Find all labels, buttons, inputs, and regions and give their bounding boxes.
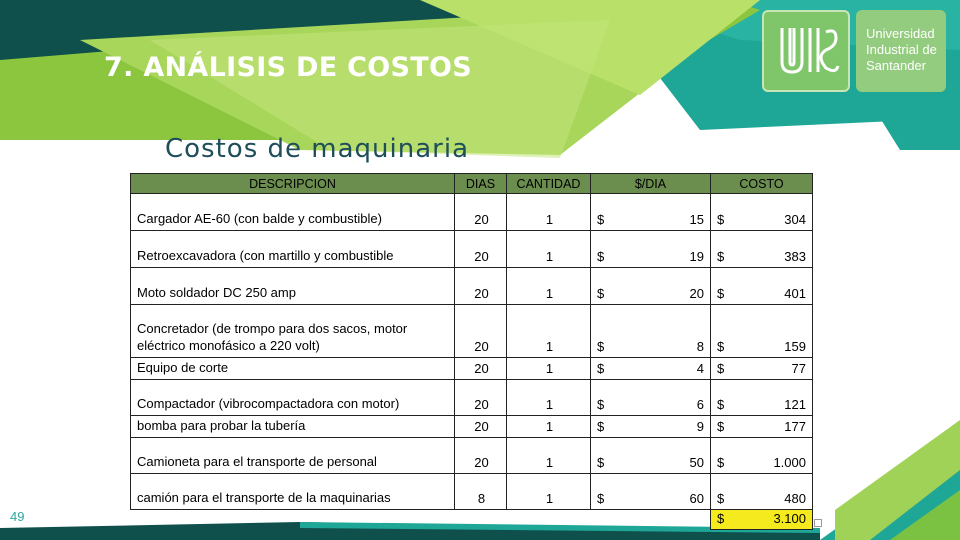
currency-sign: $ [597,397,605,412]
row-costo [711,474,813,510]
header-descripcion: DESCRIPCION [131,174,455,194]
total-cost-cell [711,510,813,530]
university-name-line-2: Industrial de [866,42,937,57]
row-precio-dia-value: 8 [696,339,704,354]
currency-sign: $ [597,339,605,354]
header-costo: COSTO [711,174,813,194]
row-precio-dia [591,231,711,268]
currency-sign: $ [717,491,725,506]
currency-sign: $ [717,455,725,470]
row-precio-dia-value: 9 [696,419,704,434]
table-row [131,305,813,358]
row-precio-dia [591,358,711,380]
table-row [131,438,813,474]
uis-logo-mark [764,12,848,90]
row-costo [711,194,813,231]
row-cantidad: 1 [507,380,591,416]
row-precio-dia-value: 6 [696,397,704,412]
row-cantidad: 1 [507,474,591,510]
row-precio-dia-value: 15 [689,212,704,227]
row-costo [711,358,813,380]
row-dias: 8 [455,474,507,510]
university-name-line-1: Universidad [866,26,935,41]
row-precio-dia [591,438,711,474]
row-description: Equipo de corte [131,358,455,380]
currency-sign: $ [717,212,725,227]
table-row [131,474,813,510]
row-costo [711,380,813,416]
row-precio-dia [591,416,711,438]
row-precio-dia [591,268,711,305]
currency-sign: $ [597,419,605,434]
page-number: 49 [10,509,25,524]
university-name-line-3: Santander [866,58,926,73]
table-header-row [131,174,813,194]
row-precio-dia [591,380,711,416]
row-cantidad: 1 [507,305,591,358]
row-description: Compactador (vibrocompactadora con motor) [131,380,455,416]
row-costo-value: 159 [784,339,806,354]
table-row [131,194,813,231]
table-row [131,380,813,416]
total-row [131,510,813,530]
row-cantidad: 1 [507,268,591,305]
row-precio-dia-value: 19 [689,249,704,264]
row-cantidad: 1 [507,231,591,268]
row-dias: 20 [455,380,507,416]
row-costo [711,305,813,358]
currency-sign: $ [597,491,605,506]
row-costo-value: 77 [791,361,806,376]
row-dias: 20 [455,416,507,438]
table-row [131,231,813,268]
row-costo-value: 1.000 [773,455,806,470]
uis-logo [762,10,850,92]
row-precio-dia [591,305,711,358]
table-row [131,416,813,438]
header-cantidad: CANTIDAD [507,174,591,194]
table-row [131,358,813,380]
row-cantidad: 1 [507,358,591,380]
row-dias: 20 [455,231,507,268]
row-costo [711,268,813,305]
row-costo-value: 121 [784,397,806,412]
row-costo-value: 480 [784,491,806,506]
total-cost-value: 3.100 [773,511,806,526]
row-precio-dia [591,194,711,231]
row-description: Concretador (de trompo para dos sacos, motor eléctrico monofásico a 220 volt) [131,305,455,358]
currency-sign: $ [717,419,725,434]
row-description: Cargador AE-60 (con balde y combustible) [131,194,455,231]
header-dias: DIAS [455,174,507,194]
small-checkbox-icon [814,519,822,527]
currency-sign: $ [717,361,725,376]
row-cantidad: 1 [507,416,591,438]
row-dias: 20 [455,358,507,380]
row-description: Camioneta para el transporte de personal [131,438,455,474]
row-costo [711,416,813,438]
row-description: camión para el transporte de la maquinarias [131,474,455,510]
row-cantidad: 1 [507,438,591,474]
row-precio-dia-value: 60 [689,491,704,506]
row-costo-value: 304 [784,212,806,227]
row-description: bomba para probar la tubería [131,416,455,438]
row-costo-value: 383 [784,249,806,264]
currency-sign: $ [597,361,605,376]
machinery-cost-table [130,173,813,530]
currency-sign: $ [717,397,725,412]
row-costo-value: 401 [784,286,806,301]
currency-sign: $ [597,212,605,227]
university-name [856,10,946,92]
currency-sign: $ [717,286,725,301]
currency-sign: $ [717,511,725,526]
row-description: Moto soldador DC 250 amp [131,268,455,305]
row-precio-dia-value: 20 [689,286,704,301]
row-costo [711,231,813,268]
row-precio-dia [591,474,711,510]
currency-sign: $ [597,249,605,264]
currency-sign: $ [717,249,725,264]
row-precio-dia-value: 4 [696,361,704,376]
row-dias: 20 [455,438,507,474]
row-costo-value: 177 [784,419,806,434]
slide-subtitle: Costos de maquinaria [165,134,470,164]
currency-sign: $ [717,339,725,354]
currency-sign: $ [597,455,605,470]
row-cantidad: 1 [507,194,591,231]
row-description: Retroexcavadora (con martillo y combustible [131,231,455,268]
header-precio-dia: $/DIA [591,174,711,194]
row-dias: 20 [455,305,507,358]
row-dias: 20 [455,268,507,305]
table-row [131,268,813,305]
row-precio-dia-value: 50 [689,455,704,470]
slide-title: 7. ANÁLISIS DE COSTOS [104,52,473,83]
row-costo [711,438,813,474]
currency-sign: $ [597,286,605,301]
row-dias: 20 [455,194,507,231]
